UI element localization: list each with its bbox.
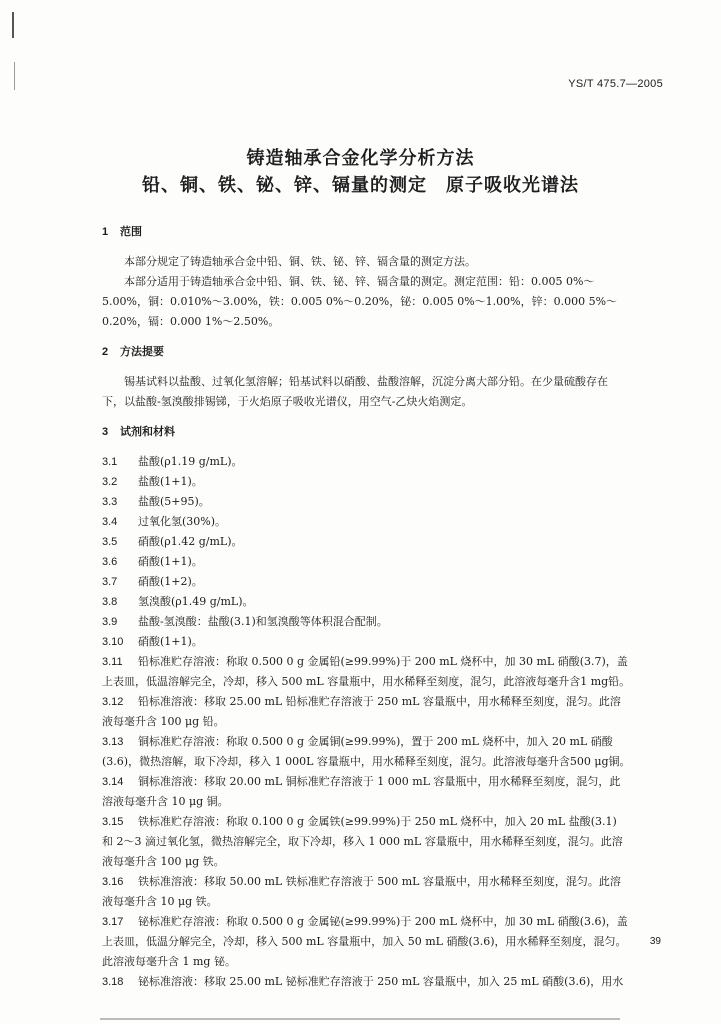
- paragraph-cont: 5.00%，铜：0.010%～3.00%，铁：0.005 0%～0.20%，铋：0.005 0%～1.00%，锌：0.000 5%～: [102, 295, 618, 308]
- paragraph-cont: (3.6)，微热溶解，取下冷却，移入 1 000L 容量瓶中，用水稀释至刻度，混匀。此溶液每毫升含500 μg铜。: [102, 755, 631, 768]
- paragraph-cont: 0.20%，镉：0.000 1%～2.50%。: [102, 315, 280, 328]
- reagent-item: 3.6 硝酸(1+1)。: [102, 555, 203, 568]
- page-number: 39: [649, 936, 661, 947]
- reagent-item: 3.1 盐酸(ρ1.19 g/mL)。: [102, 455, 243, 468]
- reagent-item: 3.16 铁标准溶液：移取 50.00 mL 铁标准贮存溶液于 500 mL 容量瓶中，用水稀释至刻度，混匀。此溶: [102, 875, 621, 888]
- doc-title-line1: 铸造轴承合金化学分析方法: [246, 148, 475, 169]
- document-body: [102, 222, 662, 992]
- paragraph-cont: 液每毫升含 100 μg 铁。: [102, 855, 225, 868]
- reagent-item: 3.7 硝酸(1+2)。: [102, 575, 203, 588]
- scan-mark: [14, 62, 15, 90]
- paragraph-cont: 上表皿，低温分解完全，冷却，移入 500 mL 容量瓶中，加入 50 mL 硝酸(3.6)，用水稀释至刻度，混匀。: [102, 935, 627, 948]
- reagent-item: 3.17 铋标准贮存溶液：称取 0.500 0 g 金属铋(≥99.99%)于 200 mL 烧杯中，加 30 mL 硝酸(3.6)，盖: [102, 915, 628, 928]
- section-heading: 2 方法提要: [102, 346, 164, 358]
- reagent-item: 3.5 硝酸(ρ1.42 g/mL)。: [102, 535, 243, 548]
- standard-code: YS/T 475.7—2005: [568, 78, 663, 90]
- paragraph: 本部分规定了铸造轴承合金中铅、铜、铁、铋、锌、镉含量的测定方法。: [124, 255, 476, 268]
- doc-title-line2: 铅、铜、铁、铋、锌、镉量的测定 原子吸收光谱法: [142, 175, 579, 196]
- paragraph: 锡基试料以盐酸、过氧化氢溶解；铅基试料以硝酸、盐酸溶解，沉淀分离大部分铅。在少量硫酸存在: [124, 375, 608, 388]
- reagent-list: [102, 452, 662, 652]
- reagent-item: 3.2 盐酸(1+1)。: [102, 475, 203, 488]
- reagent-item: 3.12 铅标准溶液：移取 25.00 mL 铅标准贮存溶液于 250 mL 容量瓶中，用水稀释至刻度，混匀。此溶: [102, 695, 621, 708]
- section-heading: 3 试剂和材料: [102, 426, 175, 438]
- reagent-item: 3.14 铜标准溶液：移取 20.00 mL 铜标准贮存溶液于 1 000 mL 容量瓶中，用水稀释至刻度，混匀，此: [102, 775, 621, 788]
- paragraph-cont: 上表皿，低温溶解完全，冷却，移入 500 mL 容量瓶中，用水稀释至刻度，混匀，此溶液每毫升含1 mg铅。: [102, 675, 631, 688]
- paragraph-cont: 下，以盐酸-氢溴酸排锡锑，于火焰原子吸收光谱仪，用空气-乙炔火焰测定。: [102, 395, 473, 408]
- reagent-item: 3.10 硝酸(1+1)。: [102, 635, 203, 648]
- reagent-item: 3.18 铋标准溶液：移取 25.00 mL 铋标准贮存溶液于 250 mL 容量瓶中，加入 25 mL 硝酸(3.6)，用水: [102, 975, 624, 988]
- section-heading: 1 范围: [102, 226, 142, 238]
- reagent-item: 3.13 铜标准贮存溶液：称取 0.500 0 g 金属铜(≥99.99%)，置于 200 mL 烧杯中，加入 20 mL 硝酸: [102, 735, 613, 748]
- reagent-item: 3.4 过氧化氢(30%)。: [102, 515, 227, 528]
- reagent-item: 3.15 铁标准贮存溶液：称取 0.100 0 g 金属铁(≥99.99%)于 250 mL 烧杯中，加入 20 mL 盐酸(3.1): [102, 815, 617, 828]
- paragraph-cont: 液每毫升含 100 μg 铅。: [102, 715, 225, 728]
- paragraph-cont: 此溶液每毫升含 1 mg 铋。: [102, 955, 236, 968]
- paragraph: 本部分适用于铸造轴承合金中铅、铜、铁、铋、锌、镉含量的测定。测定范围：铅：0.005 0%～: [124, 275, 595, 288]
- reagent-item: 3.9 盐酸-氢溴酸：盐酸(3.1)和氢溴酸等体积混合配制。: [102, 615, 388, 628]
- reagent-item: 3.11 铅标准贮存溶液：称取 0.500 0 g 金属铅(≥99.99%)于 200 mL 烧杯中，加 30 mL 硝酸(3.7)，盖: [102, 655, 628, 668]
- paragraph-cont: 液每毫升含 10 μg 铁。: [102, 895, 218, 908]
- scan-edge: [100, 1018, 620, 1020]
- paragraph-cont: 和 2～3 滴过氧化氢，微热溶解完全，取下冷却，移入 1 000 mL 容量瓶中，用水稀释至刻度，混匀。此溶: [102, 835, 623, 848]
- scan-mark: [12, 12, 14, 38]
- reagent-item: 3.3 盐酸(5+95)。: [102, 495, 210, 508]
- reagent-item: 3.8 氢溴酸(ρ1.49 g/mL)。: [102, 595, 254, 608]
- paragraph-cont: 溶液每毫升含 10 μg 铜。: [102, 795, 229, 808]
